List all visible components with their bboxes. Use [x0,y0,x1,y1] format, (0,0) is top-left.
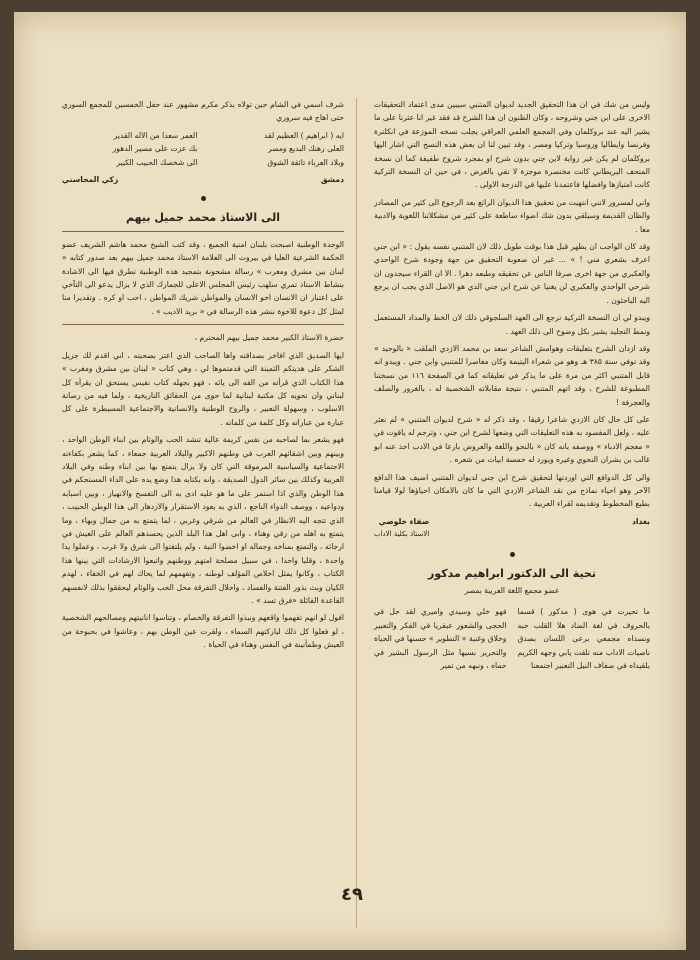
paragraph: وقد ازدان الشرح بتعليقات وهوامش الشاعر سعد بن محمد الازدي الملقب « بالوحيد » وقد توفي سنة ٣٨٥ هـ وهو من شعراء اليتيمة وكان معاصرا للمتنبي وابن جني . ويبدو انه قابل المتنبي اكثر من مرة على ما يذكر في تعليقاته كما في الصفحة ١١٦ من نسختنا المطبوعة للشرح ، وقد اتهم المتنبي ، نتيجة مقابلاته الشخصية له ، بالغرور والصلف والعجرفة ! [374,343,651,407]
verse-hemistich: وبلاد العرباء تائقة الشوق [267,157,344,167]
section-dot [510,552,515,557]
paragraph: على كل حال كان الازدي شاعرا رقيقا ، وقد ذكر له « شرح لديوان المتنبي » لم نعثر عليه ، ولعل المقصود به هذه التعليقات التي وضعها لشرح ابن جني ، وترجم له ياقوت في « معجم الادباء » ووصفه بانه كان « بالنحو واللغة والعروض بارعا في الادب اخذ عنه ابو غالب بن بشران النحوي وغيره ويورد له خمسة ابيات من شعره . [374,414,650,465]
paragraph: وقد كان الواجب ان يظهر قبل هذا بوقت طويل ذلك لان المتنبي نفسه يقول : « ابن جني اعرف بشعري مني ! » ... غير ان صعوبة التحقيق من جهة وجودة شرح الواحدي والعكبري من جهة اخرى صرفا الناس عن تحقيقه وطبعه دهرا . الا ان القراء سيجدون ان شرحي الواحدي والعكبري لن يغنيا عن شرح ابن جني الذي هو الاصل الذي يجب ان يرجع اليه الباحثون . [374,242,650,305]
verse-hemistich: الى شخصك الحبيب الكبير [116,157,198,167]
signature-name: صفاء خلوصي [378,516,430,526]
paragraph: والى كل الدوافع التي اوردتها لتحقيق شرح ابن جني لديوان المتنبي اضيف هذا الدافع الآخر وهو احياء نماذج من نقد الشاعر الازدي التي ما كان بالامكان احياؤها لولا قيامنا بطبع المخطوط وتقديمه لقراء العربية . [374,472,650,509]
poem-block [374,605,650,672]
signature-city: دمشق [320,175,344,185]
section-rule [62,324,344,325]
paragraph: افول لو انهم تفهموا واقعهم ونبذوا التفرقة والخصام ، وتناسوا انانيتهم ومصالحهم الشخصية ، لو فعلوا كل ذلك لباركتهم السماء ، ولقرت عين الوطن بهم ، وعاشوا في بحبوحة من العيش وطمأنينة في النفس وهناء في الحياة . [62,613,344,650]
signature-city: بغداد [631,516,650,526]
verse-line [62,156,344,169]
author-signature [62,173,344,186]
section-title: الى الاستاذ محمد جميل بيهم [126,211,280,225]
verse-line [62,129,344,142]
poem-left-half: فهو خلي وسيدي واميري لقد حل في الحجى والشعور عبقريا في الفكر والتعبير وخلاق وغنية « التطوير » حسنها في الحياة والتحرير بسيها مثل الرسول البشير في حماه ، ونبهه من تمير [374,607,507,671]
section-dot [201,196,206,201]
verse-hemistich: العمر سعدا من الاله القدير [113,130,198,140]
verse-hemistich: ايه ( ابراهيم ) العظيم لقد [264,130,344,140]
left-column [62,98,344,656]
paragraph: ويبدو لي ان النسخة التركية ترجع الى العهد السلجوقي ذلك لان الخط والمداد المستعمل ونمط التجليد يشير بكل وضوح الى ذلك العهد . [374,313,650,336]
paragraph: فهو يشعر بما لصاحبه من نفس كريمة عالية تنشد الحب والوئام بين ابناء الوطن الواحد ، وبينهم وبين اشقائهم العرب في وطنهم الاكبير والبلاد العربية جمعاء ، كما يشعر بكفاءته الاجتماعية والسياسية المرموقة التي كان ولا يزال يتمتع بها بين ابناء وطنه وفي البلاد العربية وكذلك بين سائر الدول الصديقة ، وانه بكتابه هذا وضع يده على الداء المستحكم في هذا الوطن والذي اذا استمر على ما هو عليه ادى به الى التفسخ والانهيار ، وبين اسبابه ودواعيه ، ووصف الدواء الناجع ، الذي به يعود الاستقرار والازدهار الى هذا الوطن الحبيب ، الذي تتجه اليه الانظار في العالم من شرقي وغربي ، لما يتمتع به من جمال وبهاء ، وما يتمتع به اهله من رقي وهناء ، وابى اهل هذا البلد الذين يحسدهم العالم على العيش في ارجائه ، والتمتع بمناخه وجماله او اخضوا النية ، ولم يلتفتوا الى شرق ولا غرب ، وعملوا يدا واحدة ، وقلبا واحدا ، في سبيل مصلحة امتهم ووطنهم واتبعوا الارشادات التي بينها هذا الكتاب ، وكانوا يمثل اخلاص المؤلف لوطنه ، وتفهمهم لما يحاك لهم في الخفاء ، لهدم الكيان وبث بذور الفتنة والفساد ، واحلال التفرقة محل الحب والوئام ليحققوا بذلك لانفسهم القاعدة القائلة «فرق تسد » . [62,435,344,605]
verse-line [62,142,344,155]
section-rule [62,231,344,232]
editor-intro: الوحدة الوطنية اصبحت بلبنان امنية الجميع ، وقد كتب الشيخ محمد هاشم الشريف عضو الحكمة الشرعية العليا في بيروت الى العلامة الاستاذ محمد جميل بيهم بعد صدور كتابه « لبنان بين مشرق ومغرب » رسالة مشحونة بتمجيد هذه الوطنية تطرق فيها الى الاشادة بنشاط الاستاذ تمري سلهب رئيس المجلس الاعلى للجمارك الذي لا يزال يدعو الى التآخي على اعتبار ان الانسان اخو الانسان والمواطن شريك المواطن ، احب او كره . وتقديرا منا لمثل كل دعوة للاخوة ننشر هذه الرسالة في « بريد الاديب » . [62,239,344,316]
paragraph: وليس من شك في ان هذا التحقيق الجديد لديوان المتنبي سيبين مدى اعتماد التحقيقات الاخرى على ابن جني وشروحه ، وكان الظنون ان هذا الشرح قد فقد غير انا عثرنا على ما يشير اليه عند بروكلمان وفي المجمع العلمي العراقي يجلب نسخه الموزعة في انكلترة وفرنسا وايطاليا وروسيا وتركيا ومصر ، وقد تبين لنا ان بعض هذه النسخ التي اشار اليها بروكلمان لم يكن غير رواية لابن جني بدون شرح او بمجرد شروح طفيفة كما ان نسخة المتحف البريطاني كانت مختصرة موجزة لا تفي بالغرض ، في حين ان النسخة التركية كانت امتيازها وافضلها فاعتمدنا عليها في الدرجة الاولى . [374,100,650,190]
section-subtitle: عضو مجمع اللغة العربية بمصر [464,586,560,595]
verse-hemistich: العلى رهنك البديع ومصر [268,144,344,154]
salutation: حضرة الاستاذ الكبير محمد جميل بيهم المحترم ، [194,333,344,343]
section-title: تحية الى الدكتور ابراهيم مدكور [428,566,596,580]
magazine-page [14,12,686,950]
paragraph: واني لمسرور لانني انتهيت من تحقيق هذا الديوان الرائع بعد الرجوع الى كثير من المصادر والظان القديمة وسيلقي بدون شك اضواء ساطعة على كثير من مشكلاتنا اللغوية والادبية معا . [374,197,650,234]
right-column [374,98,650,672]
poem-intro: شرف اسمي في الشام حين تولاه بذكر مكرم مشهور عند حفل الخمسين للمجمع السوري حتى اهاج فيه سروري [62,100,344,123]
signature-name: زكي المحاسني [62,175,119,185]
page-number: ٤٩ [341,884,363,905]
column-divider [356,98,357,928]
signature-title: الاستاذ بكلية الاداب [374,530,430,539]
poem-right-half: ما تحيرت في هوى ( مدكور ) قسما بالحروف في لغة الضاد هلا القلب حبه ونسداه مجمعي برعى اللسان بصدق ناصيات الاداب منه تلقت يابي وجهه الكريم بلقيداه في صفاف النيل التعبير اجتمعنا [517,607,650,671]
paragraph: ايها الصديق الذي افاخر بصداقته واها الصاحب الذي اعتز بصحبته ، اني اقدم لك جزيل الشكر على هديتكم الثمينة التي قدمتموها لي ، وهي كتاب « لبنان بين مشرق ومغرب » هذا الكتاب الذي قرأته من الفه الى يائه ، فهو بجهله كتاب نفيس يستحق ان يقرأه كل لبناني وان تحويه كل مكتبة لبنانية لما حوى من الحقائق التاريخية ، ولما فيه من رصانة الاسلوب ، وسهولة التعبير ، والروح الوطنية والانسانية والاجتماعية المسيطرة على كل عبارة من عباراته وكل كلمة من كلماته . [62,350,344,427]
author-signature [374,515,650,542]
verse-hemistich: بك عزت على مسير الدهور [112,144,198,154]
